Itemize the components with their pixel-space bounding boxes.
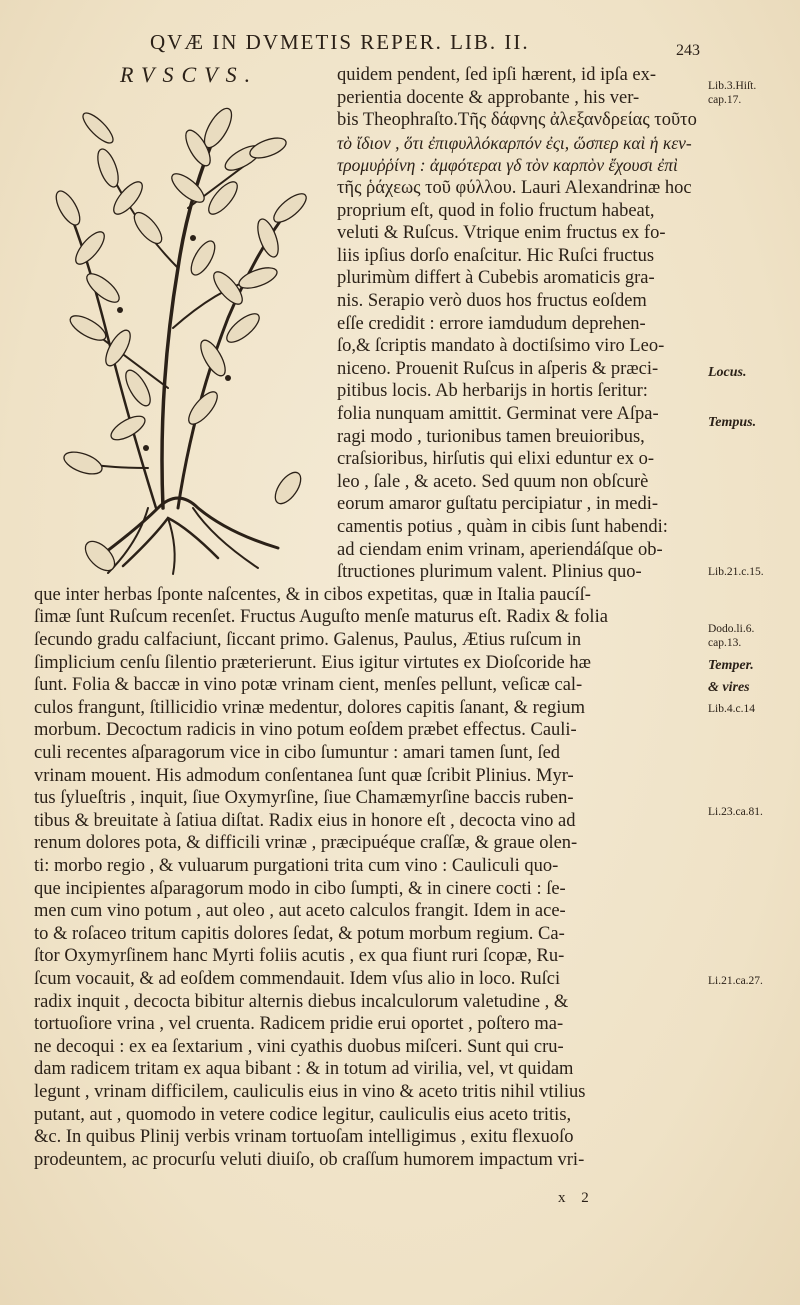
page-number: 243 bbox=[676, 42, 700, 59]
text-line: ſimplicium cenſu ſilentio præterierunt. Eius igitur virtutes ex Dioſcoride hæ bbox=[34, 652, 591, 673]
text-line: perientia docente & approbante , his ver- bbox=[337, 87, 640, 108]
ruscus-illustration bbox=[28, 88, 318, 576]
text-line: folia nunquam amittit. Germinat vere Aſpa- bbox=[337, 404, 659, 424]
text-line: men cum vino potum , aut oleo , aut aceto calculos frangit. Idem in ace- bbox=[34, 901, 566, 922]
text-line: ragi modo , turionibus tamen breuioribus, bbox=[337, 426, 645, 447]
margin-note: Dodo.li.6. bbox=[708, 623, 755, 635]
margin-note: & vires bbox=[708, 680, 750, 695]
text-line: &c. In quibus Plinij verbis vrinam tortuoſam intelligimus , exitu flexuoſo bbox=[34, 1127, 574, 1148]
text-line: bis Theophraſto.Τῆς δάφνης ἀλεξανδρείας τοῦτο bbox=[337, 110, 697, 131]
text-line: camentis potius , quàm in cibis ſunt habendi: bbox=[337, 517, 668, 537]
gathering-signature: x 2 bbox=[558, 1190, 595, 1206]
margin-note: Li.21.ca.27. bbox=[708, 975, 763, 987]
text-line: τρομυῤῥίνη : ἀμφότεραι γδ τὸν καρπὸν ἔχουσι ἐπὶ bbox=[337, 155, 678, 176]
text-line: renum dolores pota, & difficili vrinæ , præcipuéque craſſæ, & graue olen- bbox=[34, 833, 578, 854]
text-line: que incipientes aſparagorum modo in cibo ſumpti, & in cinere cocti : ſe- bbox=[34, 878, 566, 899]
text-line: putant, aut , quomodo in vetere codice legitur, cauliculis eius aceto tritis, bbox=[34, 1104, 572, 1125]
text-line: tortuoſiore vrina , vel cruenta. Radicem pridie erui oportet , poſtero ma- bbox=[34, 1014, 564, 1035]
text-line: morbum. Decoctum radicis in vino potum eoſdem præbet effectus. Cauli- bbox=[34, 720, 577, 741]
text-line: culi recentes aſparagorum vice in cibo ſumuntur : amari tamen ſunt, ſed bbox=[34, 743, 561, 763]
text-line: culos frangunt, ſtillicidio vrinæ medentur, dolores capitis ſanant, & regium bbox=[34, 697, 586, 718]
margin-note: cap.13. bbox=[708, 637, 742, 649]
plant-title: RVSCVS. bbox=[120, 62, 259, 87]
text-line: ſtor Oxymyrſinem hanc Myrti foliis acutis , ex qua fiunt ruri ſcopæ, Ru- bbox=[34, 946, 565, 967]
text-line: veluti & Ruſcus. Vtrique enim fructus ex fo- bbox=[337, 223, 666, 244]
text-line: ſecundo gradu calfaciunt, ſiccant primo. Galenus, Paulus, Ætius ruſcum in bbox=[34, 630, 582, 650]
text-line: que inter herbas ſponte naſcentes, & in cibos expetitas, quæ in Italia paucíſ- bbox=[34, 584, 591, 605]
text-line: ſo,& ſcriptis mandato à doctiſsimo viro Leo- bbox=[337, 336, 665, 357]
text-line: nis. Serapio verò duos hos fructus eoſdem bbox=[337, 291, 647, 311]
text-line: dam radicem tritam ex aqua bibant : & in totum ad virilia, vel, vt quidam bbox=[34, 1059, 574, 1080]
text-line: eſſe credidit : errore iamdudum deprehen- bbox=[337, 313, 646, 334]
text-line: pitibus locis. Ab herbarijs in hortis ſeritur: bbox=[337, 381, 648, 402]
margin-note: Li.23.ca.81. bbox=[708, 806, 763, 818]
text-line: vrinam mouent. His admodum conſentanea ſunt quæ ſcribit Plinius. Myr- bbox=[34, 765, 574, 786]
text-line: eorum amaror guſtatu percipiatur , in medi- bbox=[337, 494, 659, 515]
margin-note: Lib.21.c.15. bbox=[708, 566, 764, 578]
margin-note: Lib.4.c.14 bbox=[708, 703, 755, 715]
margin-note: Locus. bbox=[708, 365, 747, 380]
margin-note: Temper. bbox=[708, 658, 754, 673]
text-line: quidem pendent, ſed ipſi hærent, id ipſa ex- bbox=[337, 65, 657, 85]
text-line: proprium eſt, quod in folio fructum habeat, bbox=[337, 200, 655, 221]
text-line: niceno. Prouenit Ruſcus in aſperis & præci- bbox=[337, 358, 659, 379]
text-line: ſunt. Folia & baccæ in vino potæ vrinam cient, menſes pellunt, veſicæ cal- bbox=[34, 675, 583, 696]
text-line: leo , ſale , & aceto. Sed quum non obſcurè bbox=[337, 471, 649, 492]
text-line: τῆς ῥάχεως τοῦ φύλλου. Lauri Alexandrinæ hoc bbox=[337, 178, 692, 198]
text-line: prodeuntem, ac procurſu veluti diuiſo, ob craſſum humorem impactum vri- bbox=[34, 1149, 585, 1170]
text-line: craſsioribus, hirſutis qui elixi eduntur ex o- bbox=[337, 449, 655, 470]
text-line: to & roſaceo tritum capitis dolores ſedat, & potum morbum regium. Ca- bbox=[34, 923, 565, 944]
text-line: ad ciendam enim vrinam, aperiendáſque ob- bbox=[337, 539, 663, 560]
text-line: radix inquit , decocta bibitur alternis diebus incalculorum valetudine , & bbox=[34, 991, 569, 1012]
margin-note: Tempus. bbox=[708, 415, 757, 430]
text-line: τὸ ἴδιον , ὅτι ἐπιφυλλόκαρπόν ἐςι, ὥσπερ καὶ ἡ κεν- bbox=[337, 132, 692, 153]
text-line: ne decoqui : ex ea ſextarium , vini cyathis duobus miſceri. Sunt qui cru- bbox=[34, 1036, 564, 1057]
text-line: liis ipſius dorſo enaſcitur. Hic Ruſci fructus bbox=[337, 245, 655, 266]
text-line: tibus & breuitate à ſatiua diſtat. Radix eius in honore eſt , decocta vino ad bbox=[34, 810, 576, 831]
running-title: QVÆ IN DVMETIS REPER. LIB. II. bbox=[150, 30, 530, 54]
margin-note: cap.17. bbox=[708, 94, 742, 106]
text-line: legunt , vrinam difficilem, cauliculis eius in vino & aceto tritis nihil vtilius bbox=[34, 1082, 586, 1102]
text-line: plurimùm differt à Cubebis aromaticis gra- bbox=[337, 268, 655, 289]
text-line: ſimæ ſunt Ruſcum recenſet. Fructus Auguſto menſe maturus eſt. Radix & folia bbox=[34, 607, 608, 628]
text-line: ſcum vocauit, & ad eoſdem commendauit. Idem vſus alio in loco. Ruſci bbox=[34, 969, 561, 989]
text-line: ſtructiones plurimum valent. Plinius quo- bbox=[337, 562, 642, 583]
text-line: tus ſylueſtris , inquit, ſiue Oxymyrſine, ſiue Chamæmyrſine baccis ruben- bbox=[34, 788, 574, 809]
text-line: ti: morbo regio , & vuluarum purgationi trita cum vino : Cauliculi quo- bbox=[34, 856, 559, 876]
margin-note: Lib.3.Hiſt. bbox=[708, 80, 757, 92]
